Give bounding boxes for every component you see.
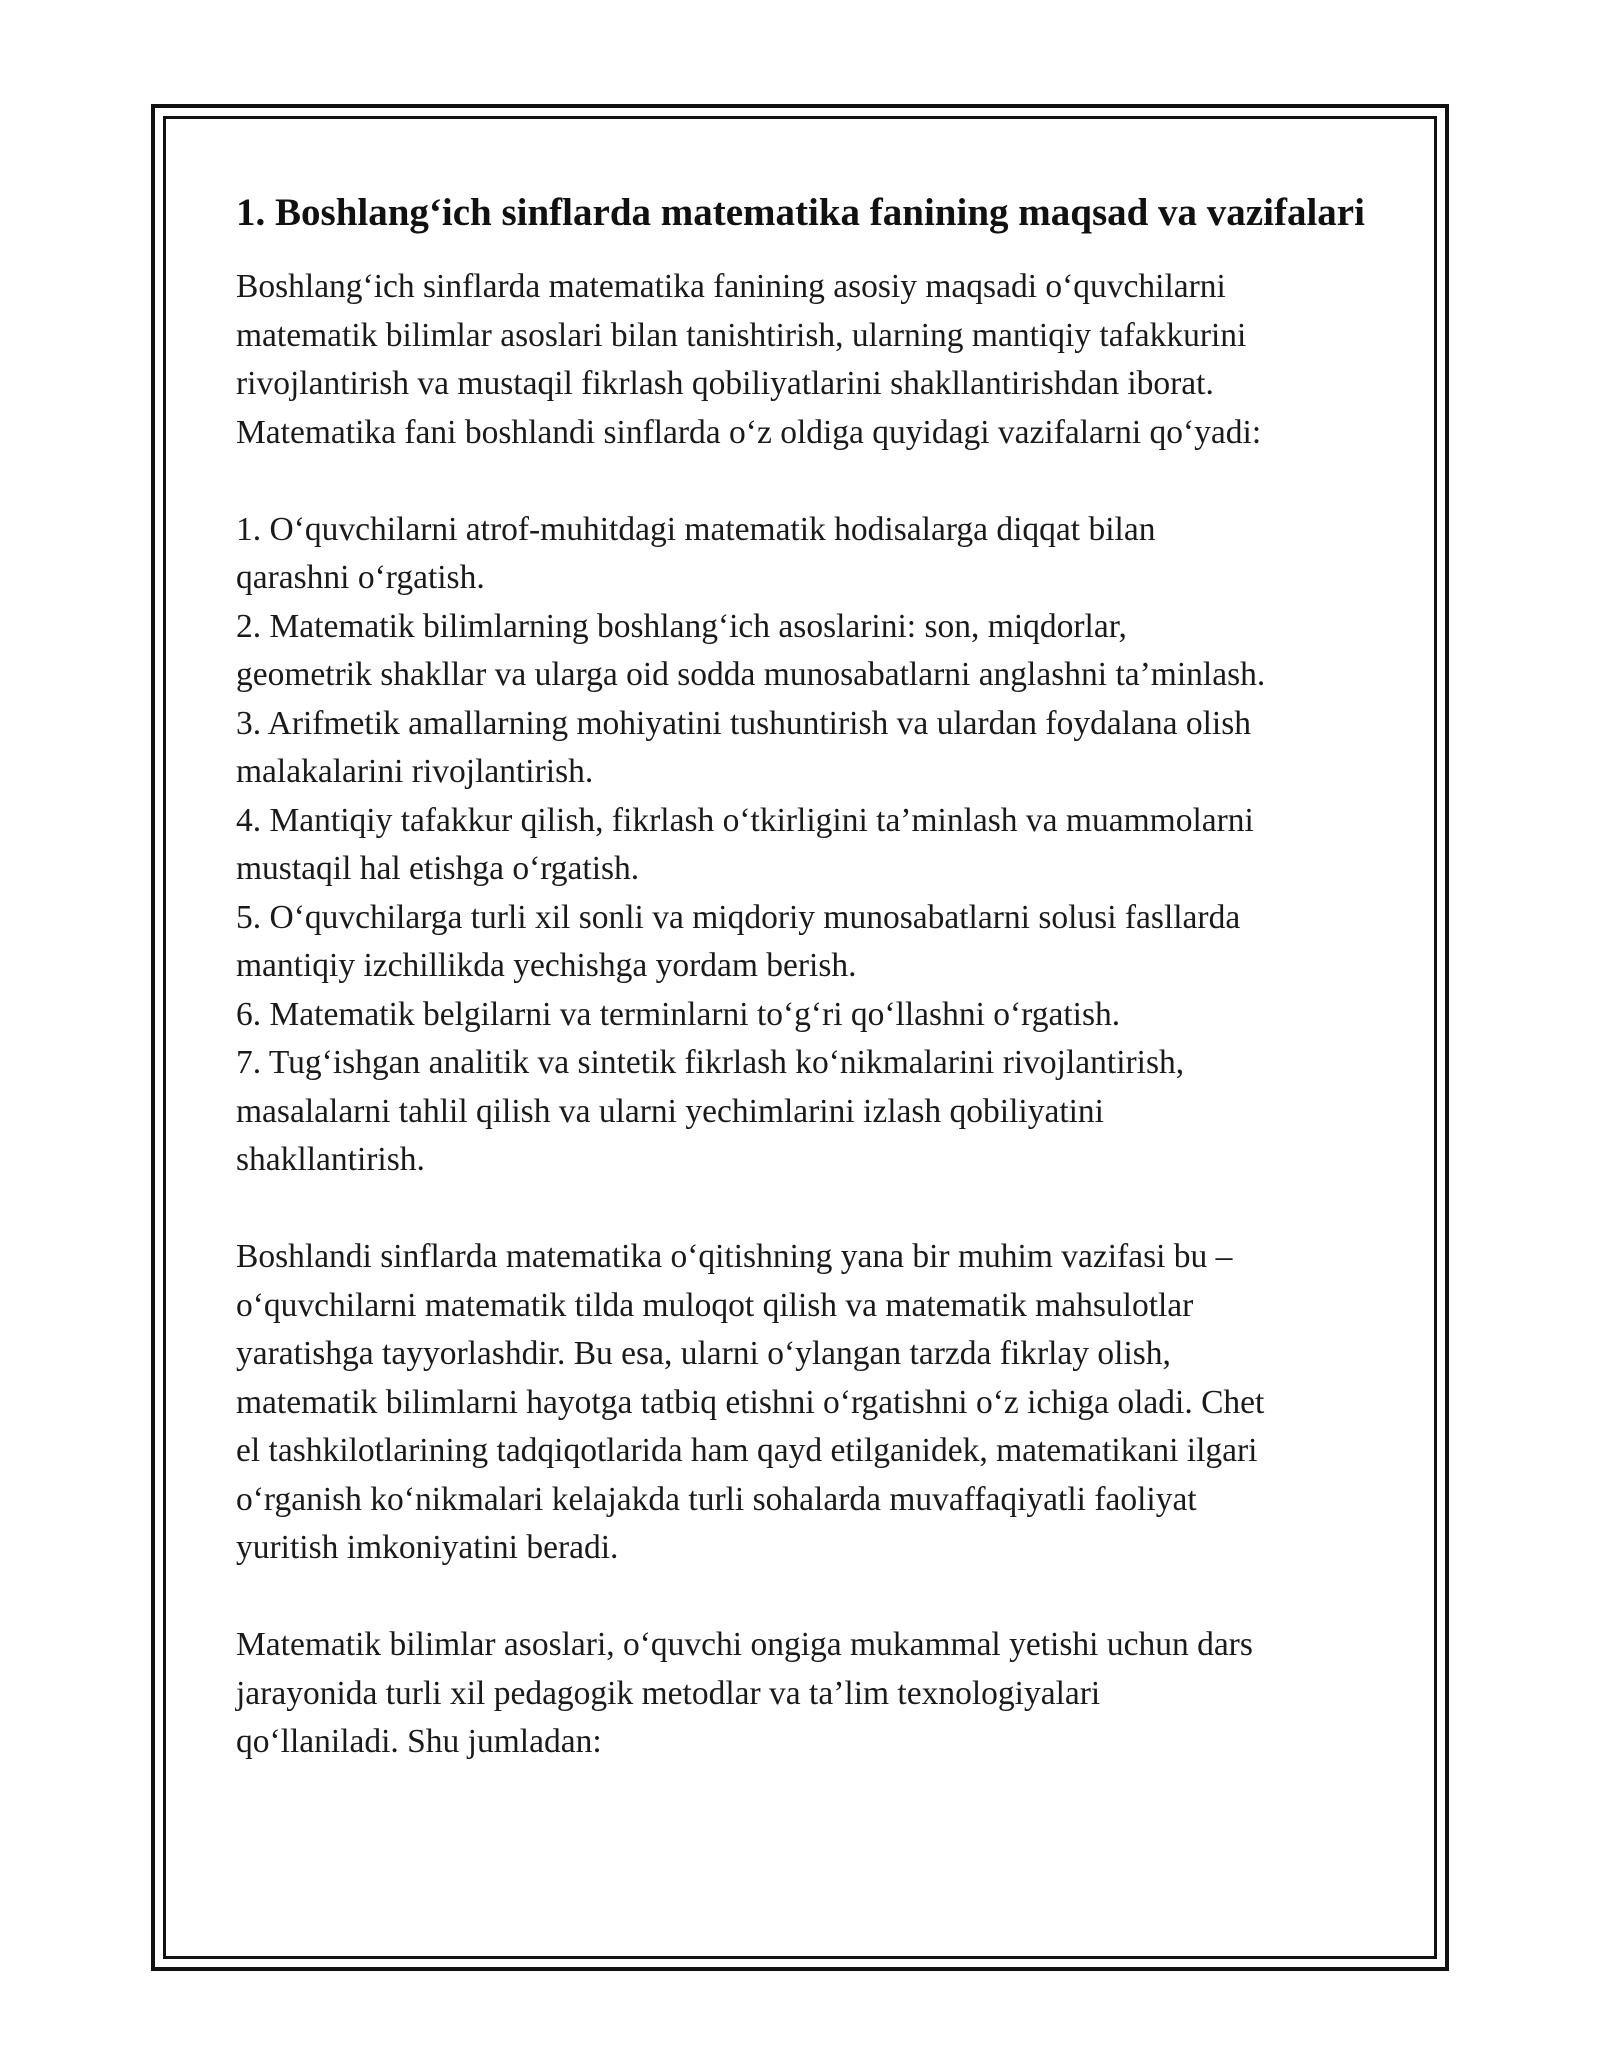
paragraph-gap (236, 1573, 1376, 1622)
task-item-3: 3. Arifmetik amallarning mohiyatini tushuntirish va ulardan foydalana olish malakalarini rivojlantirish. (236, 704, 1252, 790)
task-item-6: 6. Matematik belgilarni va terminlarni to‘g‘ri qo‘llashni o‘rgatish. (236, 995, 1121, 1033)
tasks-list (236, 506, 1376, 1185)
intro-paragraph: Boshlang‘ich sinflarda matematika fanining asosiy maqsadi o‘quvchilarni matematik bilimlar asoslari bilan tanishtirish, ularning mantiqiy tafakkurini rivojlantirish va mustaqil fikrlash qobiliyatlarini shakllantirishdan iborat. Matematika fani boshlandi sinflarda o‘z oldiga quyidagi vazifalarni qo‘yadi: (236, 268, 1262, 451)
task-item-2: 2. Matematik bilimlarning boshlang‘ich asoslarini: son, miqdorlar, geometrik shakllar va ularga oid sodda munosabatlarni anglashni ta’minlash. (236, 607, 1266, 693)
paragraph-gap (236, 1185, 1376, 1234)
second-paragraph: Boshlandi sinflarda matematika o‘qitishning yana bir muhim vazifasi bu – o‘quvchilarni matematik tilda muloqot qilish va matematik mahsulotlar yaratishga tayyorlashdir. Bu esa, ularni o‘ylangan tarzda fikrlay olish, matematik bilimlarni hayotga tatbiq etishni o‘rgatishni o‘z ichiga oladi. Chet el tashkilotlarining tadqiqotlarida ham qayd etilganidek, matematikani ilgari o‘rganish ko‘nikmalari kelajakda turli sohalarda muvaffaqiyatli faoliyat yuritish imkoniyatini beradi. (236, 1238, 1265, 1566)
paragraph-gap (236, 457, 1376, 506)
task-item-5: 5. O‘quvchilarga turli xil sonli va miqdoriy munosabatlarni solusi fasllarda mantiqiy izchillikda yechishga yordam berish. (236, 898, 1241, 984)
task-item-7: 7. Tug‘ishgan analitik va sintetik fikrlash ko‘nikmalarini rivojlantirish, masalalarni tahlil qilish va ularni yechimlarini izlash qobiliyatini shakllantirish. (236, 1044, 1185, 1178)
document-content (236, 186, 1376, 1767)
section-heading: 1. Boshlang‘ich sinflarda matematika fanining maqsad va vazifalari (236, 191, 1365, 234)
third-paragraph: Matematik bilimlar asoslari, o‘quvchi ongiga mukammal yetishi uchun dars jarayonida turli xil pedagogik metodlar va ta’lim texnologiyalari qo‘llaniladi. Shu jumladan: (236, 1626, 1253, 1760)
task-item-1: 1. O‘quvchilarni atrof-muhitdagi matematik hodisalarga diqqat bilan qarashni o‘rgatish. (236, 510, 1156, 596)
task-item-4: 4. Mantiqiy tafakkur qilish, fikrlash o‘tkirligini ta’minlash va muammolarni mustaqil hal etishga o‘rgatish. (236, 801, 1254, 887)
